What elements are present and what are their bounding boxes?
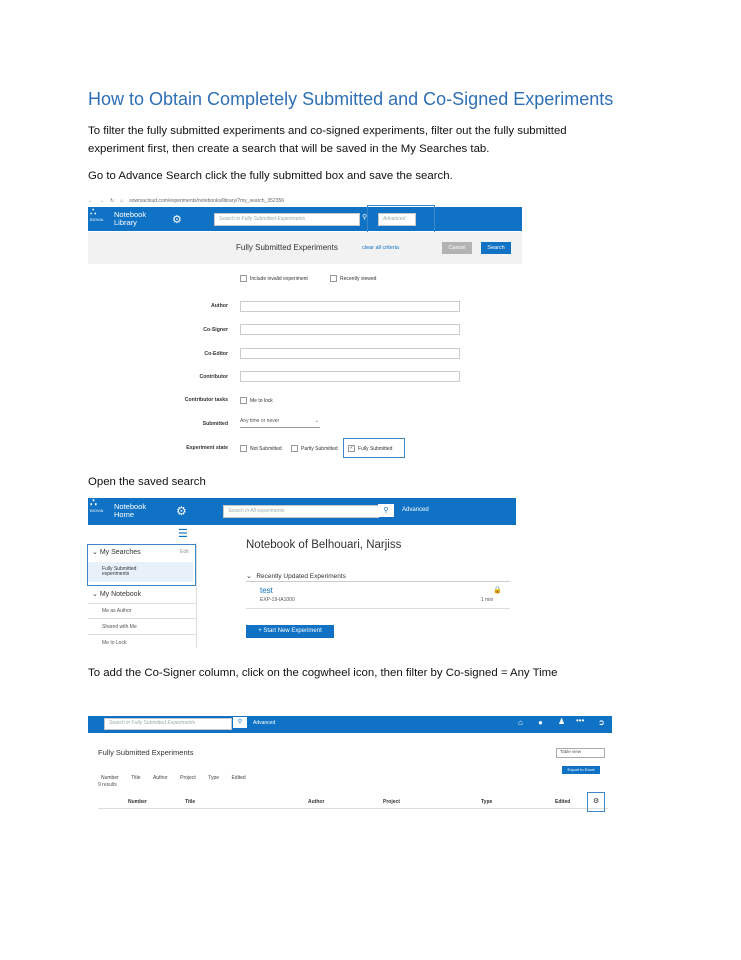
cosigner-label: Co-Signer [203, 327, 228, 333]
brand-text: BIOVIA [90, 217, 104, 222]
row-divider [246, 608, 510, 609]
intro-line-1: To filter the fully submitted experiments and co-signed experiments, filter out the fully submitted [88, 125, 567, 137]
filter-project[interactable]: Project [180, 775, 196, 781]
submitted-value: Any time or never [240, 418, 280, 424]
my-notebook-label: My Notebook [99, 591, 142, 598]
recently-viewed-checkbox[interactable] [330, 275, 337, 282]
cosigner-field[interactable] [240, 324, 460, 335]
not-submitted-checkbox[interactable] [240, 445, 247, 452]
sidebar-divider [88, 603, 196, 604]
shot2-search-input[interactable] [223, 505, 379, 518]
brand-text: BIOVIA [90, 508, 104, 513]
experiment-time: 1 min [481, 597, 494, 603]
more-icon[interactable]: ••• [576, 716, 585, 725]
filter-author[interactable]: Author [152, 775, 168, 781]
experiment-state-label: Experiment state [186, 445, 228, 451]
instruction-cosigner-column: To add the Co-Signer column, click on the cogwheel icon, then filter by Co-signed = Any Time [88, 667, 558, 679]
results-count: 9 results [98, 782, 117, 788]
cogwheel-highlight-box [587, 792, 605, 812]
instruction-advance-search: Go to Advance Search click the fully submitted box and save the search. [88, 170, 453, 182]
column-header-author[interactable]: Author [308, 799, 325, 805]
app-section: Library [114, 218, 137, 227]
user-icon[interactable]: ♟ [558, 717, 566, 726]
advanced-link[interactable]: Advanced [402, 507, 429, 513]
fully-submitted-checkbox-checked-icon[interactable]: ✓ [349, 445, 354, 451]
start-new-experiment-button[interactable]: + Start New Experiment [246, 625, 334, 638]
saved-search-sublabel: experiments [102, 571, 130, 577]
results-page-title: Fully Submitted Experiments [98, 748, 194, 757]
my-searches-label: My Searches [99, 549, 141, 556]
instruction-open-saved-search: Open the saved search [88, 476, 206, 488]
sidebar-divider [88, 634, 196, 635]
experiment-link[interactable]: test [260, 586, 273, 595]
chevron-down-icon: ⌄ [92, 549, 98, 556]
view-select[interactable] [556, 748, 605, 758]
column-header-type[interactable]: Type [481, 799, 493, 805]
column-header-edited[interactable]: Edited [555, 799, 571, 805]
filter-bar [101, 766, 254, 784]
experiment-id: EXP-19-IA1000 [260, 597, 295, 603]
gear-icon[interactable]: ⚙ [593, 798, 600, 805]
fully-submitted-highlight-box [343, 438, 405, 458]
contributor-label: Contributor [199, 374, 228, 380]
sidebar-item-me-to-lock[interactable]: Me to Lock [102, 640, 127, 646]
search-button[interactable]: Search [481, 242, 511, 254]
filter-title[interactable]: Title [131, 775, 141, 781]
coeditor-label: Co-Editor [204, 351, 228, 357]
partly-submitted-checkbox[interactable] [291, 445, 298, 452]
home-icon[interactable]: ⌂ [120, 197, 124, 204]
intro-paragraph [88, 123, 633, 158]
include-invalid-checkbox[interactable] [240, 275, 247, 282]
not-submitted-label: Not Submitted [250, 445, 282, 452]
fully-submitted-label: Fully Submitted [358, 445, 393, 452]
me-to-lock-option[interactable] [240, 397, 273, 404]
coeditor-field[interactable] [240, 348, 460, 359]
search-placeholder: Search in All experiments [228, 508, 285, 514]
contributor-tasks-label: Contributor tasks [184, 397, 228, 403]
partly-submitted-option[interactable] [291, 445, 338, 452]
chevron-down-icon: ⌄ [246, 573, 252, 580]
sidebar-item-me-as-author[interactable]: Me as Author [102, 608, 132, 614]
app-title[interactable] [114, 503, 146, 519]
document-title: How to Obtain Completely Submitted and Co-Signed Experiments [88, 89, 614, 109]
search-placeholder: Search in Fully Submitted Experiments [109, 720, 196, 726]
not-submitted-option[interactable] [240, 445, 282, 452]
filter-edited[interactable]: Edited [231, 775, 246, 781]
globe-icon[interactable]: ● [538, 718, 543, 727]
chevron-down-icon: ⌄ [314, 418, 319, 424]
cancel-button[interactable]: Cancel [442, 242, 472, 254]
back-arrow-icon[interactable]: ← [88, 197, 93, 204]
recently-viewed-label: Recently viewed [340, 275, 377, 282]
advanced-label: Advanced [383, 216, 406, 222]
browser-address-bar [88, 195, 522, 206]
column-header-title[interactable]: Title [185, 799, 196, 805]
clear-criteria-link[interactable]: clear all criteria [362, 245, 399, 251]
author-field[interactable] [240, 301, 460, 312]
browser-url[interactable]: sowrsacloud.com/experiments/notebooks/library/?my_search_352356 [129, 197, 285, 204]
filter-number[interactable]: Number [101, 775, 119, 781]
ds-logo-icon: ∴ [90, 497, 97, 509]
sidebar-item-shared-with-me[interactable]: Shared with Me [102, 624, 137, 630]
my-searches-highlight-box [87, 544, 196, 586]
intro-line-2: experiment first, then create a search that will be saved in the My Searches tab. [88, 142, 490, 155]
hamburger-menu-icon[interactable]: ☰ [178, 528, 188, 540]
search-page-title: Fully Submitted Experiments [236, 243, 338, 252]
partly-submitted-label: Partly Submitted [301, 445, 338, 452]
submitted-label: Submitted [202, 421, 228, 427]
filter-type[interactable]: Type [208, 775, 220, 781]
search-icon[interactable]: ⚲ [378, 504, 394, 517]
submitted-select[interactable] [240, 418, 320, 428]
shot2-logo [90, 497, 108, 522]
app-name: Notebook [114, 502, 147, 511]
advanced-link[interactable]: Advanced [253, 720, 276, 726]
me-to-lock-checkbox[interactable] [240, 397, 247, 404]
shot1-logo [90, 209, 108, 229]
gear-icon[interactable]: ⚙ [172, 214, 182, 226]
ds-logo-icon: ∴ [90, 207, 97, 218]
column-header-number[interactable]: Number [128, 799, 147, 805]
export-button[interactable]: Export to Excel [562, 766, 600, 774]
reload-icon[interactable]: ↻ [110, 197, 115, 204]
view-select-value: Table view [560, 749, 582, 754]
edit-searches-link[interactable]: Edit [180, 549, 189, 555]
notebook-title: Notebook of Belhouari, Narjiss [246, 539, 402, 551]
sidebar-divider [88, 618, 196, 619]
search-icon[interactable]: ⚲ [362, 214, 368, 221]
include-invalid-option[interactable] [240, 275, 308, 282]
chevron-down-icon: ⌄ [92, 591, 98, 598]
logout-icon[interactable]: ➲ [598, 718, 605, 727]
recently-viewed-option[interactable] [330, 275, 376, 282]
column-header-project[interactable]: Project [383, 799, 400, 805]
my-notebook-header[interactable] [92, 590, 141, 598]
lock-icon: 🔒 [493, 587, 502, 594]
app-name: Notebook [114, 210, 147, 219]
shot1-search-input[interactable] [214, 213, 360, 226]
me-to-lock-label: Me to lock [250, 397, 273, 404]
saved-search-label: Fully Submitted [102, 566, 137, 572]
app-title[interactable] [114, 211, 146, 227]
app-section: Home [114, 510, 135, 519]
forward-arrow-icon[interactable]: → [99, 197, 104, 204]
recent-experiments-label: Recently Updated Experiments [256, 573, 346, 580]
author-label: Author [211, 303, 228, 309]
recent-experiments-header[interactable] [246, 565, 510, 582]
home-icon[interactable]: ⌂ [518, 718, 523, 727]
search-placeholder: Search in Fully Submitted Experiments [219, 216, 306, 222]
shot3-search-input[interactable] [104, 718, 232, 730]
gear-icon[interactable]: ⚙ [176, 504, 187, 518]
include-invalid-label: Include invalid experiment [250, 275, 308, 282]
table-header-row [98, 794, 608, 809]
search-icon[interactable]: ⚲ [233, 717, 247, 728]
contributor-field[interactable] [240, 371, 460, 382]
